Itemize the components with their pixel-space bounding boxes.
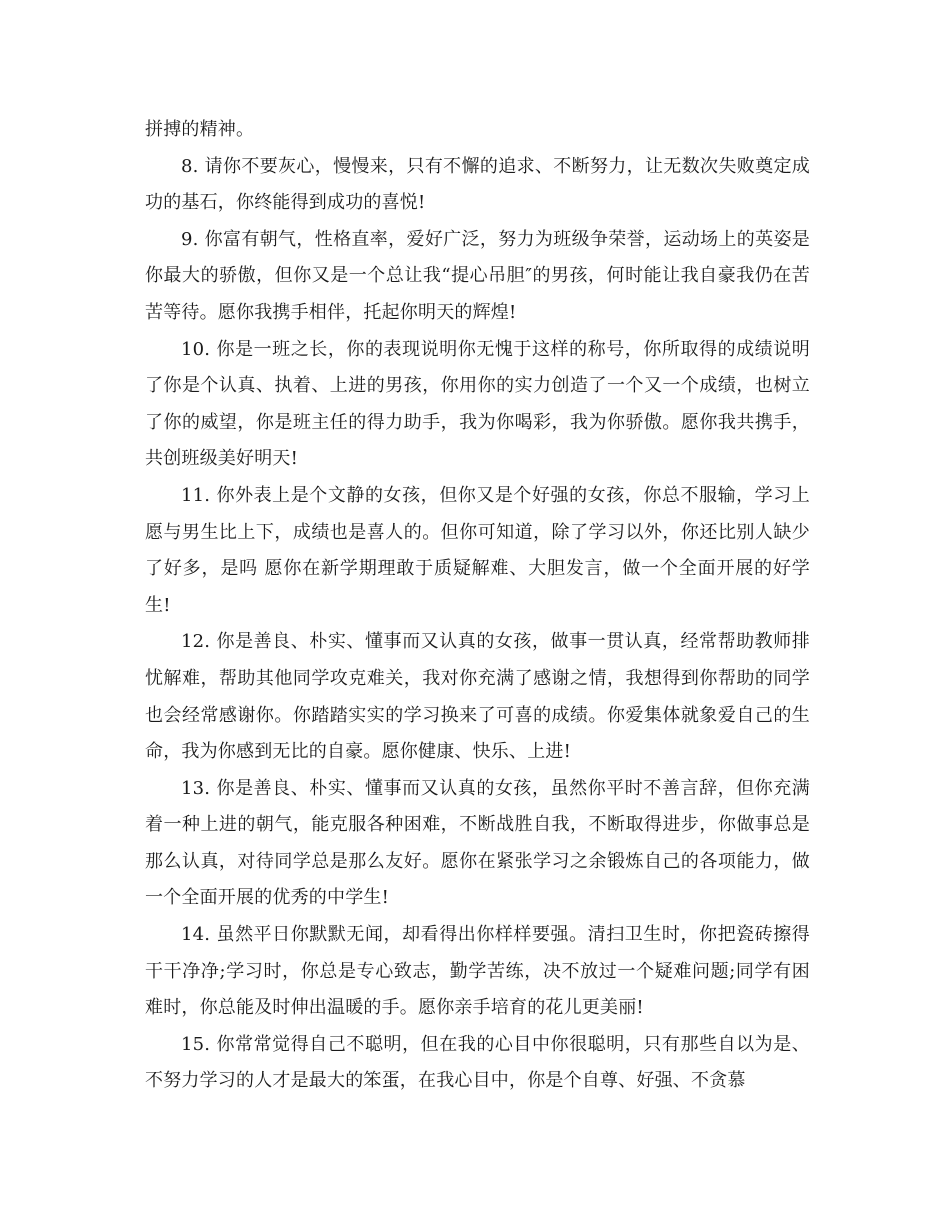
document-body [145,112,810,1100]
comment-paragraph-12: 12. 你是善良、朴实、懂事而又认真的女孩，做事一贯认真，经常帮助教师排忧解难，帮助其他同学攻克难关，我对你充满了感谢之情，我想得到你帮助的同学也会经常感谢你。你踏踏实实的学习换来了可喜的成绩。你爱集体就象爱自己的生命，我为你感到无比的自豪。愿你健康、快乐、上进! [145,631,810,763]
comment-paragraph-13: 13. 你是善良、朴实、懂事而又认真的女孩，虽然你平时不善言辞，但你充满着一种上进的朝气，能克服各种困难，不断战胜自我，不断取得进步，你做事总是那么认真，对待同学总是那么友好。愿你在紧张学习之余锻炼自己的各项能力，做一个全面开展的优秀的中学生! [145,777,810,909]
comment-paragraph-11: 11. 你外表上是个文静的女孩，但你又是个好强的女孩，你总不服输，学习上愿与男生比上下，成绩也是喜人的。但你可知道，除了学习以外，你还比别人缺少了好多，是吗 愿你在新学期理敢于质疑解难、大胆发言，做一个全面开展的好学生! [145,484,810,616]
comment-paragraph-10: 10. 你是一班之长，你的表现说明你无愧于这样的称号，你所取得的成绩说明了你是个认真、执着、上进的男孩，你用你的实力创造了一个又一个成绩，也树立了你的威望，你是班主任的得力助手，我为你喝彩，我为你骄傲。愿你我共携手，共创班级美好明天! [145,338,810,470]
comment-paragraph-8: 8. 请你不要灰心，慢慢来，只有不懈的追求、不断努力，让无数次失败奠定成功的基石，你终能得到成功的喜悦! [145,155,810,214]
continuation-paragraph: 拼搏的精神。 [145,119,255,140]
comment-paragraph-14: 14. 虽然平日你默默无闻，却看得出你样样要强。清扫卫生时，你把瓷砖擦得干干净净;学习时，你总是专心致志，勤学苦练，决不放过一个疑难问题;同学有困难时，你总能及时伸出温暖的手。愿你亲手培育的花儿更美丽! [145,924,810,1019]
comment-paragraph-9: 9. 你富有朝气，性格直率，爱好广泛，努力为班级争荣誉，运动场上的英姿是你最大的骄傲，但你又是一个总让我“提心吊胆″的男孩，何时能让我自豪我仍在苦苦等待。愿你我携手相伴，托起你明天的辉煌! [145,228,810,323]
comment-paragraph-15: 15. 你常常觉得自己不聪明，但在我的心目中你很聪明，只有那些自以为是、不努力学习的人才是最大的笨蛋，在我心目中，你是个自尊、好强、不贪慕 [145,1033,810,1092]
